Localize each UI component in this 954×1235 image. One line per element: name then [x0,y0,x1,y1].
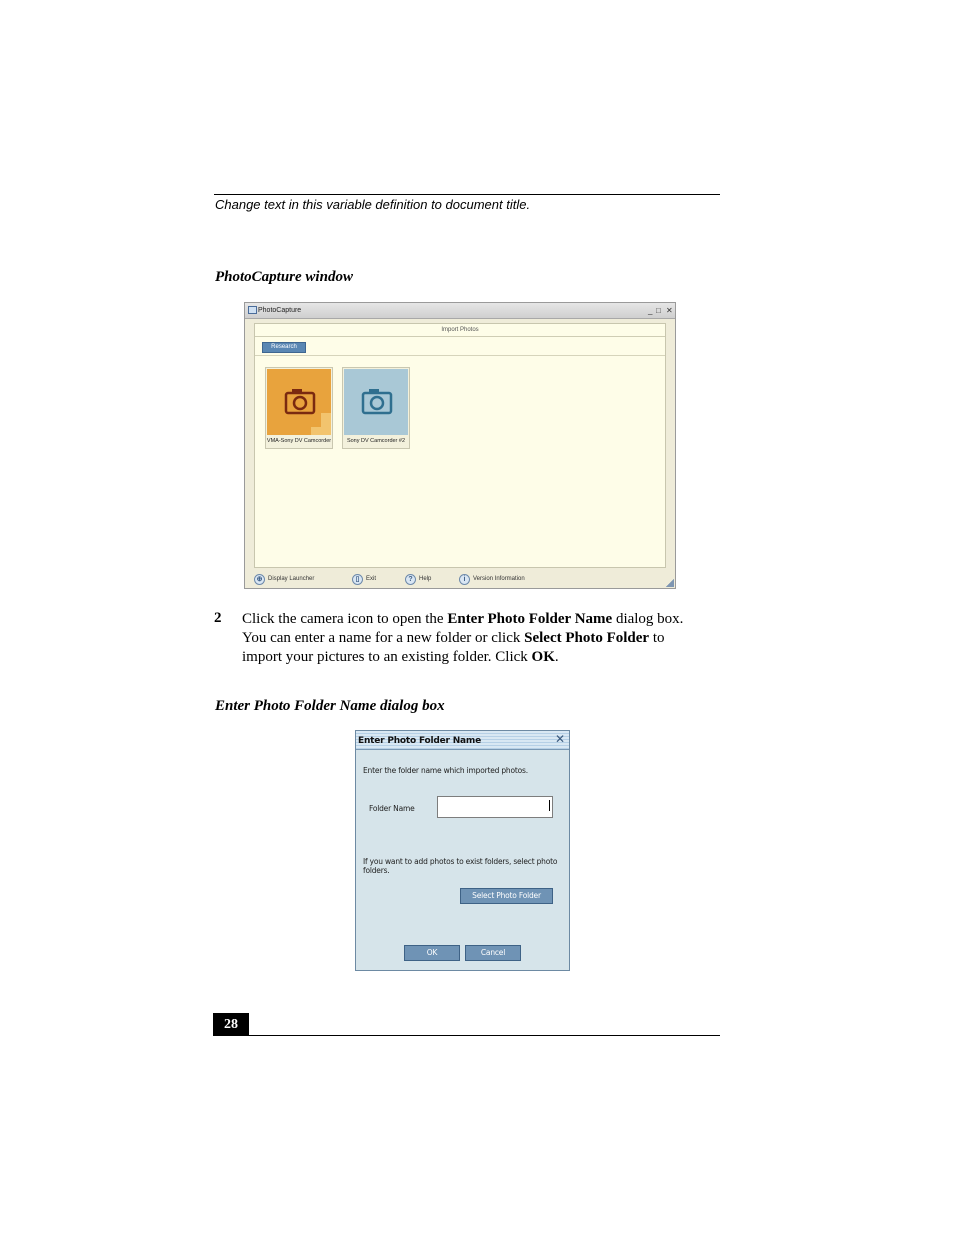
app-icon [248,306,257,314]
figure-caption-dialog: Enter Photo Folder Name dialog box [215,698,445,714]
info-icon: i [459,574,470,585]
step-line-2: You can enter a name for a new folder or click Select Photo Folder to [242,630,665,646]
cancel-button[interactable]: Cancel [465,945,521,961]
research-button[interactable]: Research [262,342,306,353]
camera-icon [267,369,331,435]
camera-icon [344,369,408,435]
ok-button[interactable]: OK [404,945,460,961]
step-line-3: import your pictures to an existing folder. Click OK. [242,649,559,665]
resize-grip-icon[interactable] [666,579,674,587]
step-paragraph [242,610,720,667]
close-icon[interactable]: ✕ [554,732,565,746]
footer-label: Version Information [473,576,525,582]
help-icon: ? [405,574,416,585]
dialog-instruction: Enter the folder name which imported photos. [363,766,528,775]
photocapture-window [244,302,676,589]
device-label: Sony DV Camcorder #2 [346,438,406,444]
window-footer [251,573,671,587]
panel-divider [255,355,665,356]
device-label: VMA-Sony DV Camcorder [266,438,332,444]
exit-icon: ▯ [352,574,363,585]
footer-label: Exit [366,576,377,582]
figure-caption-photocapture: PhotoCapture window [215,269,353,285]
running-title: Change text in this variable definition to document title. [215,197,531,212]
folder-name-label: Folder Name [369,804,415,813]
folder-name-input[interactable] [437,796,553,818]
step-line-1: Click the camera icon to open the Enter Photo Folder Name dialog box. [242,611,684,627]
text-caret [549,800,550,811]
launcher-icon: ⊕ [254,574,265,585]
window-title: PhotoCapture [258,307,302,314]
panel-header: Import Photos [255,324,665,337]
footer-label: Help [419,576,432,582]
page-number: 28 [213,1013,249,1036]
close-icon[interactable]: ✕ [666,306,673,315]
device-tile-vma-sony[interactable] [265,367,333,449]
dialog-note-line-2: folders. [363,866,390,875]
window-titlebar [245,303,675,319]
maximize-icon[interactable]: □ [656,306,661,315]
dialog-title: Enter Photo Folder Name [358,736,481,746]
enter-photo-folder-dialog [355,730,570,971]
step-number: 2 [214,610,222,626]
select-photo-folder-button[interactable]: Select Photo Folder [460,888,553,904]
minimize-icon[interactable]: _ [648,306,653,315]
footer-label: Display Launcher [268,576,315,582]
footer-rule [213,1035,720,1036]
header-rule [214,194,720,195]
dialog-titlebar [356,731,569,750]
device-tile-sony-2[interactable] [342,367,410,449]
dialog-note-line-1: If you want to add photos to exist folders, select photo [363,857,558,866]
import-photos-panel [254,323,666,568]
